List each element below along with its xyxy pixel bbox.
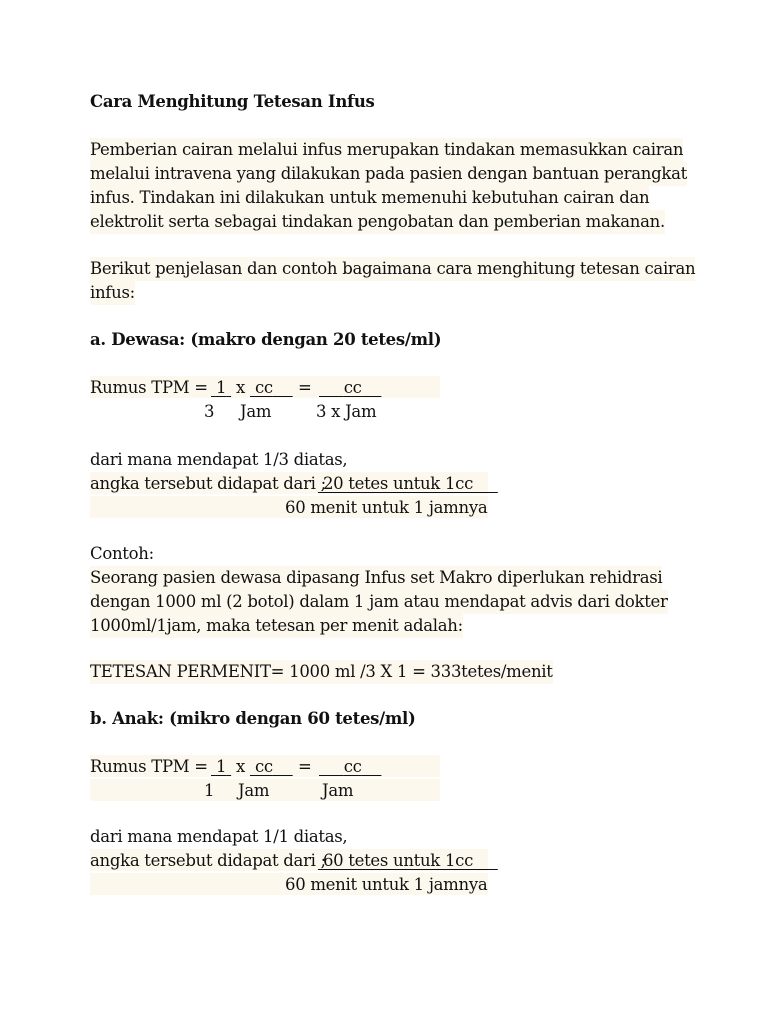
contoh-line-1: Seorang pasien dewasa dipasang Infus set Makro diperlukan rehidrasi xyxy=(90,566,662,590)
intro-line-2: melalui intravena yang dilakukan pada pasien dengan bantuan perangkat xyxy=(90,162,687,186)
contoh-line-3: 1000ml/1jam, maka tetesan per menit adalah: xyxy=(90,614,463,638)
formula-a-num1: 1 xyxy=(215,378,227,397)
formula-b-x: x xyxy=(236,757,246,776)
formula-a-label: Rumus TPM = xyxy=(90,378,208,397)
formula-a-den3: 3 x Jam xyxy=(316,402,377,421)
formula-b-num1: 1 xyxy=(215,757,227,776)
section-b-from-line: dari mana mendapat 1/1 diatas, xyxy=(90,827,348,846)
formula-b-den2: Jam xyxy=(238,781,270,800)
formula-b-den3: Jam xyxy=(322,781,354,800)
section-b-heading: b. Anak: (mikro dengan 60 tetes/ml) xyxy=(90,709,416,728)
formula-a-x: x xyxy=(236,378,246,397)
angka-a-num: 20 tetes untuk 1cc xyxy=(322,474,474,493)
explain-line-1: Berikut penjelasan dan contoh bagaimana cara menghitung tetesan cairan xyxy=(90,257,695,281)
angka-b-den: 60 menit untuk 1 jamnya xyxy=(285,875,488,894)
formula-a-eq: = xyxy=(298,378,312,397)
intro-line-1: Pemberian cairan melalui infus merupakan tindakan memasukkan cairan xyxy=(90,138,683,162)
angka-b-num: 60 tetes untuk 1cc xyxy=(322,851,474,870)
intro-line-3: infus. Tindakan ini dilakukan untuk memenuhi kebutuhan cairan dan xyxy=(90,186,649,210)
formula-a-den1: 3 xyxy=(204,402,215,421)
formula-b-num2: cc xyxy=(254,757,273,776)
formula-b-label: Rumus TPM = xyxy=(90,757,208,776)
formula-a-den2: Jam xyxy=(240,402,272,421)
intro-line-4: elektrolit serta sebagai tindakan pengobatan dan pemberian makanan. xyxy=(90,210,665,234)
section-a-heading: a. Dewasa: (makro dengan 20 tetes/ml) xyxy=(90,330,442,349)
formula-a-num3: cc xyxy=(343,378,362,397)
explain-line-2: infus: xyxy=(90,281,135,305)
formula-b-den1: 1 xyxy=(204,781,215,800)
formula-b-num3: cc xyxy=(343,757,362,776)
page-title: Cara Menghitung Tetesan Infus xyxy=(90,92,375,111)
section-a-from-line: dari mana mendapat 1/3 diatas, xyxy=(90,450,348,469)
angka-b-label: angka tersebut didapat dari ; xyxy=(90,851,326,870)
contoh-label: Contoh: xyxy=(90,544,154,563)
angka-a-label: angka tersebut didapat dari ; xyxy=(90,474,326,493)
formula-a-num2: cc xyxy=(254,378,273,397)
angka-a-den: 60 menit untuk 1 jamnya xyxy=(285,498,488,517)
formula-b-eq: = xyxy=(298,757,312,776)
contoh-result: TETESAN PERMENIT= 1000 ml /3 X 1 = 333tetes/menit xyxy=(90,660,553,684)
contoh-line-2: dengan 1000 ml (2 botol) dalam 1 jam atau mendapat advis dari dokter xyxy=(90,590,668,614)
